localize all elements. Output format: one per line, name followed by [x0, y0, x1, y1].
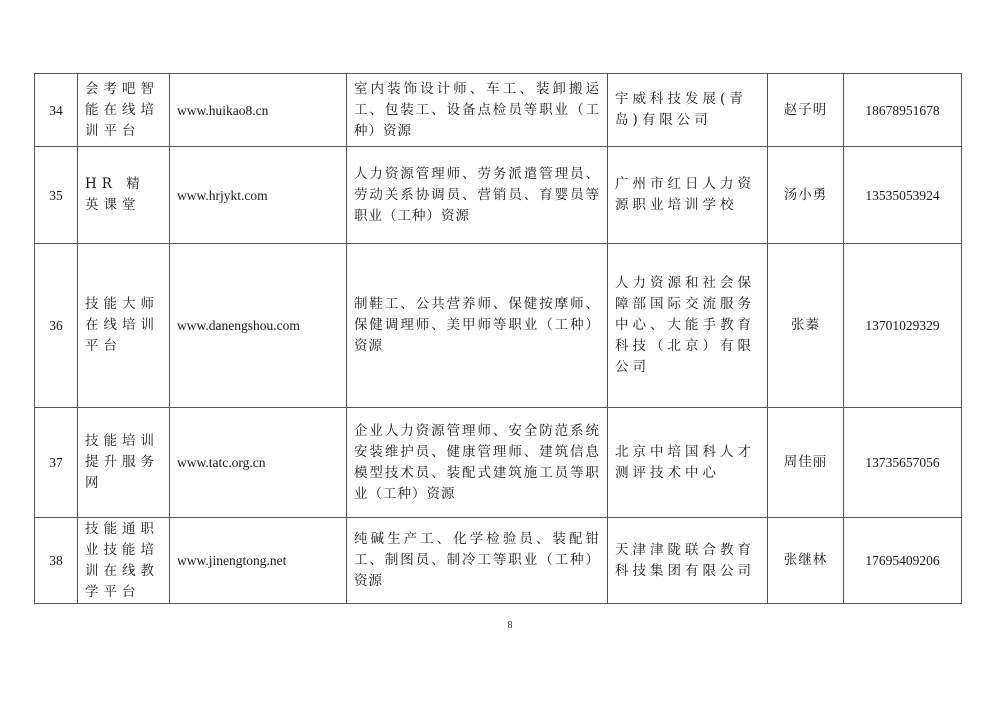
row-number: 38 [35, 518, 78, 604]
contact-phone: 17695409206 [844, 518, 962, 604]
table-row [35, 244, 962, 408]
platform-url: www.tatc.org.cn [170, 408, 347, 518]
row-number: 34 [35, 74, 78, 147]
platform-name: HR 精英课堂 [78, 147, 170, 244]
platform-url: www.jinengtong.net [170, 518, 347, 604]
organization: 宇威科技发展(青岛)有限公司 [608, 74, 768, 147]
training-resources: 制鞋工、公共营养师、保健按摩师、保健调理师、美甲师等职业（工种）资源 [347, 244, 608, 408]
organization: 广州市红日人力资源职业培训学校 [608, 147, 768, 244]
organization: 北京中培国科人才测评技术中心 [608, 408, 768, 518]
training-resources: 室内装饰设计师、车工、装卸搬运工、包装工、设备点检员等职业（工种）资源 [347, 74, 608, 147]
table-row [35, 74, 962, 147]
contact-phone: 13701029329 [844, 244, 962, 408]
platform-name: 技能培训提升服务网 [78, 408, 170, 518]
organization: 人力资源和社会保障部国际交流服务中心、大能手教育科技（北京）有限公司 [608, 244, 768, 408]
platform-table [34, 73, 962, 604]
row-number: 35 [35, 147, 78, 244]
page-number: 8 [507, 620, 513, 631]
platform-name: 会考吧智能在线培训平台 [78, 74, 170, 147]
table-row [35, 147, 962, 244]
training-resources: 企业人力资源管理师、安全防范系统安装维护员、健康管理师、建筑信息模型技术员、装配式建筑施工员等职业（工种）资源 [347, 408, 608, 518]
platform-url: www.hrjykt.com [170, 147, 347, 244]
row-number: 36 [35, 244, 78, 408]
training-resources: 纯碱生产工、化学检验员、装配钳工、制图员、制冷工等职业（工种）资源 [347, 518, 608, 604]
platform-name: 技能大师在线培训平台 [78, 244, 170, 408]
contact-person: 汤小勇 [768, 147, 844, 244]
platform-url: www.danengshou.com [170, 244, 347, 408]
contact-phone: 13735657056 [844, 408, 962, 518]
training-resources: 人力资源管理师、劳务派遣管理员、劳动关系协调员、营销员、育婴员等职业（工种）资源 [347, 147, 608, 244]
organization: 天津津陇联合教育科技集团有限公司 [608, 518, 768, 604]
contact-person: 张蓁 [768, 244, 844, 408]
platform-name: 技能通职业技能培训在线教学平台 [78, 518, 170, 604]
platform-url: www.huikao8.cn [170, 74, 347, 147]
table-row [35, 518, 962, 604]
contact-person: 张继林 [768, 518, 844, 604]
contact-phone: 13535053924 [844, 147, 962, 244]
contact-person: 周佳丽 [768, 408, 844, 518]
contact-phone: 18678951678 [844, 74, 962, 147]
row-number: 37 [35, 408, 78, 518]
table-row [35, 408, 962, 518]
contact-person: 赵子明 [768, 74, 844, 147]
